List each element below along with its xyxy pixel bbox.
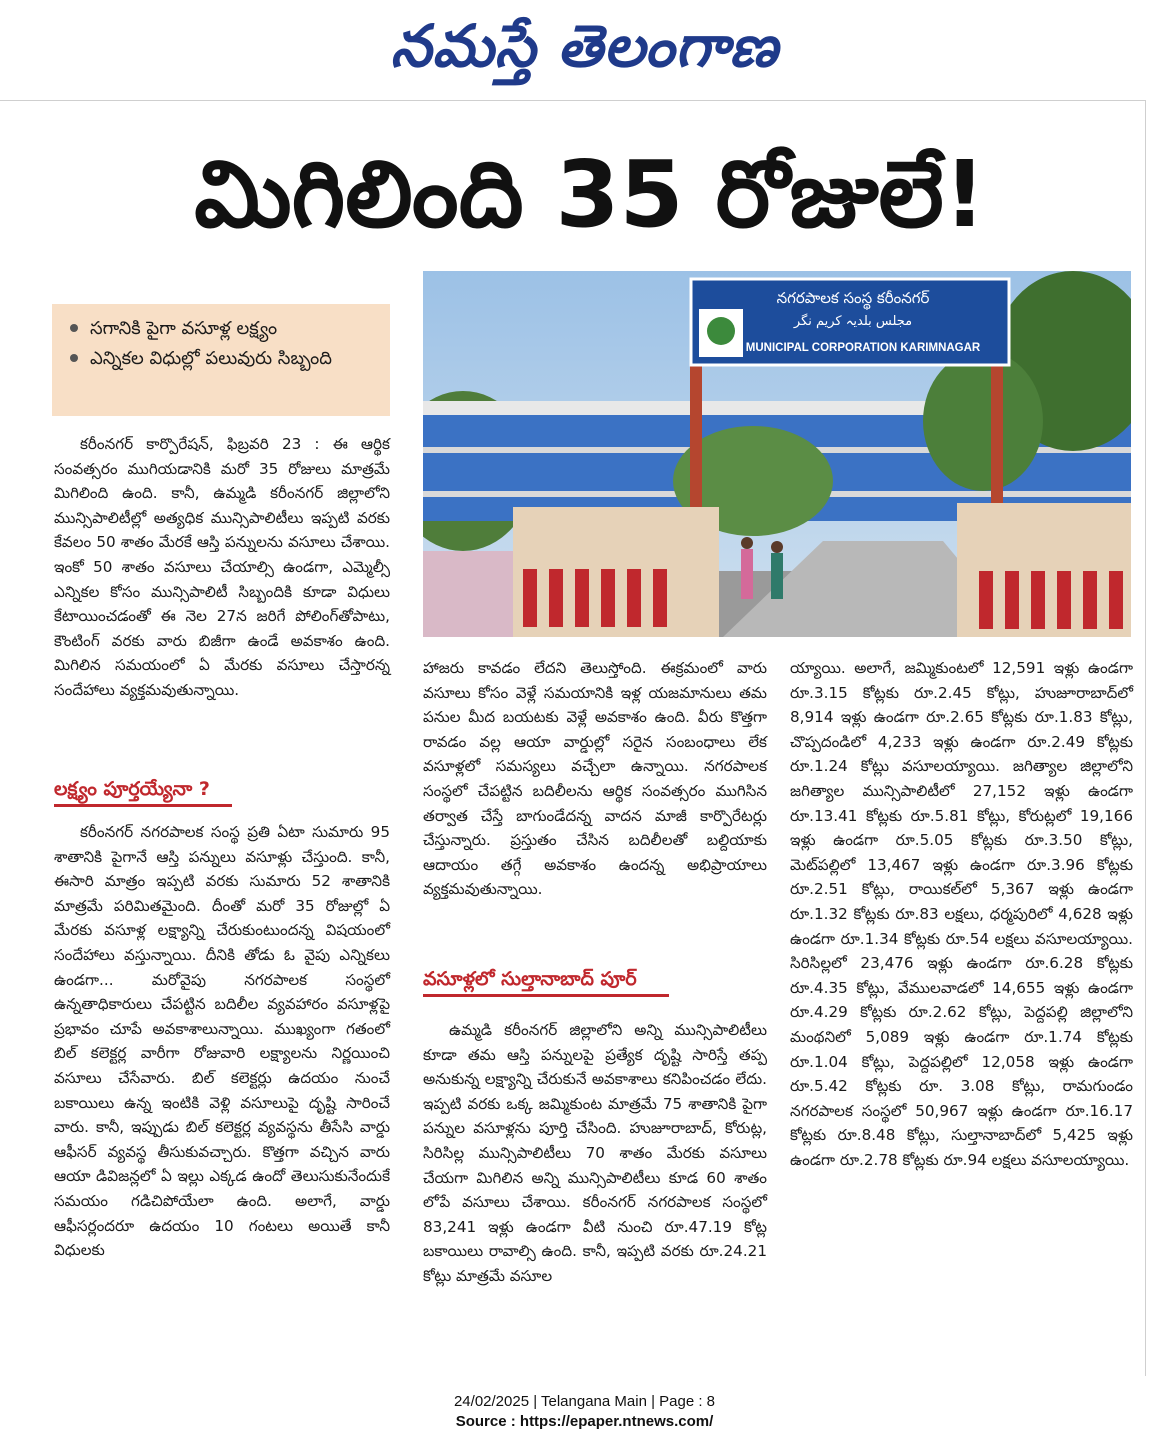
subhead-target: లక్ష్యం పూర్తయ్యేనా ?	[54, 776, 232, 807]
article-column-1-intro: కరీంనగర్ కార్పొరేషన్, ఫిబ్రవరి 23 : ఈ ఆర్థిక సంవత్సరం ముగియడానికి మరో 35 రోజులు మాత్రమే మిగిలింది ఉంది. కానీ, ఉమ్మడి కరీంనగర్ జిల్లాలోని మున్సిపాలిటీల్లో అత్యధిక మున్సిపాలిటీలు ఇప్పటి వరకు కేవలం 50 శాతం మేరకే ఆస్తి పన్నులను వసూలు చేశాయి. ఇంకో 50 శాతం వసూలు చేయాల్సి ఉండగా, ఎమ్మెల్సీ ఎన్నికల కోసం మున్సిపాలిటీ సిబ్బందికి కూడా విధులు కేటాయించడంతో ఈ నెల 27న జరిగే పోలింగ్‌తోపాటు, కౌంటింగ్ వరకు వారు బిజీగా ఉండే అవకాశం ఉంది. మిగిలిన సమయంలో ఏ మేరకు వసూలు చేస్తారన్న సందేహాలు వ్యక్తమవుతున్నాయి.	[54, 435, 390, 699]
bullet-icon	[70, 324, 78, 332]
sign-english: MUNICIPAL CORPORATION KARIMNAGAR	[745, 342, 981, 354]
headline: మిగిలింది 35 రోజులే!	[194, 141, 986, 248]
sign-telugu: నగరపాలక సంస్థ కరీంనగర్	[776, 289, 930, 307]
article-photo	[423, 271, 1131, 637]
article-column-2-body: ఉమ్మడి కరీంనగర్ జిల్లాలోని అన్ని మున్సిపాలిటీలు కూడా తమ ఆస్తి పన్నులపై ప్రత్యేక దృష్టి సారిస్తే తప్ప అనుకున్న లక్ష్యాన్ని చేరుకునే అవకాశాలు కనిపించడం లేదు. ఇప్పటి వరకు ఒక్క జమ్మికుంట మాత్రమే 75 శాతానికి పైగా పన్నుల వసూళ్లను పూర్తి చేసింది. హుజూరాబాద్, కోరుట్ల, సిరిసిల్ల మున్సిపాలిటీలు 70 శాతం మేరకు వసూలు చేయగా మిగిలిన అన్ని మున్సిపాలిటీలు కూడ 60 శాతం లోపే వసూలు చేశాయి. కరీంనగర్ నగరపాలక సంస్థలో 83,241 ఇళ్లు ఉండగా వీటి నుంచి రూ.47.19 కోట్ల బకాయిలు రావాల్సి ఉంది. కానీ, ఇప్పటి వరకు రూ.24.21 కోట్లు మాత్రమే వసూల	[423, 1021, 767, 1285]
highlight-item: ఎన్నికల విధుల్లో పలువురు సిబ్బంది	[66, 346, 378, 372]
photo-illustration	[423, 271, 1131, 637]
article-column-3: య్యాయి. అలాగే, జమ్మికుంటలో 12,591 ఇళ్లు ఉండగా రూ.3.15 కోట్లకు రూ.2.45 కోట్లు, హుజూరాబాద్‌లో 8,914 ఇళ్లు ఉండగా రూ.2.65 కోట్లకు రూ.1.83 కోట్లు, చొప్పదండిలో 4,233 ఇళ్లు ఉండగా రూ.2.49 కోట్లకు రూ.1.24 కోట్లు వసూలయ్యాయి. జగిత్యాల జిల్లాలోని జగిత్యాల మున్సిపాలిటీలో 27,152 ఇళ్లు ఉండగా రూ.13.41 కోట్లకు రూ.5.81 కోట్లు, కోరుట్లలో 19,166 ఇళ్లు ఉండగా రూ.5.05 కోట్లకు రూ.3.50 కోట్లు, మెట్‌పల్లిలో 13,467 ఇళ్లు ఉండగా రూ.3.96 కోట్లకు రూ.2.51 కోట్లు, రాయికల్‌లో 5,367 ఇళ్లు ఉండగా రూ.1.32 కోట్లకు రూ.83 లక్షలు, ధర్మపురిలో 4,628 ఇళ్లు ఉండగా రూ.1.34 కోట్లకు రూ.54 లక్షలు వసూలయ్యాయి. సిరిసిల్లలో 23,476 ఇళ్లు ఉండగా రూ.6.28 కోట్లకు రూ.4.35 కోట్లు, వేములవాడలో 14,655 ఇళ్లు ఉండగా రూ.4.29 కోట్లకు రూ.2.62 కోట్లు, పెద్దపల్లి జిల్లాలోని మంథనిలో 5,089 ఇళ్లు ఉండగా రూ.1.74 కోట్లకు రూ.1.04 కోట్లు, పెద్దపల్లిలో 12,058 ఇళ్లు ఉండగా రూ.5.42 కోట్లకు రూ. 3.08 కోట్లు, రామగుండం నగరపాలక సంస్థలో 50,967 ఇళ్లు ఉండగా రూ.16.17 కోట్లకు రూ.8.48 కోట్లు, సుల్తానాబాద్‌లో 5,425 ఇళ్లు ఉండగా రూ.2.78 కోట్లకు రూ.94 లక్షలు వసూలయ్యాయి.	[790, 659, 1133, 1169]
footer-edition-info: 24/02/2025 | Telangana Main | Page : 8	[453, 1393, 716, 1410]
masthead-logo: నమస్తే తెలంగాణ	[390, 12, 779, 80]
article-column-2-top: హాజరు కావడం లేదని తెలుస్తోంది. ఈక్రమంలో వారు వసూలు కోసం వెళ్లే సమయానికి ఇళ్ల యజమానులు తమ పనుల మీద బయటకు వెళ్లే అవకాశం ఉంది. వీరు కొత్తగా రావడం వల్ల ఆయా వార్డుల్లో సరైన సంబంధాలు లేక వసూళ్లలో సమస్యలు వచ్చేలా ఉన్నాయి. నగరపాలక సంస్థలో చేపట్టిన బదిలీలను ఆర్థిక సంవత్సరం ముగిసిన తర్వాత చేస్తే బాగుండేదన్న వాదన మాజీ కార్పొరేటర్లు చేస్తున్నారు. ప్రస్తుతం చేసిన బదిలీలతో బల్దియాకు ఆదాయం తగ్గే అవకాశం ఉందన్న అభిప్రాయాలు వ్యక్తమవుతున్నాయి.	[423, 659, 767, 899]
subhead-sultanabad: వసూళ్లలో సుల్తానాబాద్ పూర్	[423, 966, 669, 997]
article-column-1-body: కరీంనగర్ నగరపాలక సంస్థ ప్రతి ఏటా సుమారు 95 శాతానికి పైగానే ఆస్తి పన్నులు వసూళ్లు చేస్తుంది. కానీ, ఈసారి మాత్రం ఇప్పటి వరకు సుమారు 52 శాతానికి మాత్రమే పరిమితమైంది. దీంతో మరో 35 రోజుల్లో ఏ మేరకు వసూళ్ల లక్ష్యాన్ని చేరుకుంటుందన్న విషయంలో సందేహాలు వస్తున్నాయి. దీనికి తోడు ఓ వైపు ఎన్నికలు ఉండగా... మరోవైపు నగరపాలక సంస్థలో ఉన్నతాధికారులు చేపట్టిన బదిలీల వ్యవహారం వసూళ్లపై ప్రభావం చూపే అవకాశాలున్నాయి. ముఖ్యంగా గతంలో బిల్ కలెక్టర్ల వారీగా రోజువారి లక్ష్యాలను నిర్ణయించి వసూలు చేసేవారు. బిల్ కలెక్టర్లు ఉదయం నుంచే బకాయిలు ఉన్న ఇంటికి వెళ్లి వసూలుపై దృష్టి సారించే వారు. కానీ, ఇప్పుడు బిల్ కలెక్టర్ల వ్యవస్థను తీసేసి వార్డు ఆఫీసర్ వ్యవస్థ తీసుకువచ్చారు. కొత్తగా వచ్చిన వారు ఆయా డివిజన్లలో ఏ ఇల్లు ఎక్కడ ఉందో తెలుసుకునేందుకే సమయం గడిచిపోయేలా ఉంది. అలాగే, వార్డు ఆఫీసర్లందరూ ఉదయం 10 గంటలు అయితే కానీ విధులకు	[54, 823, 390, 1260]
highlights-box	[52, 304, 390, 416]
footer-source-link[interactable]: Source : https://epaper.ntnews.com/	[455, 1413, 714, 1430]
sign-urdu: مجلس بلدیہ کریم نگر	[793, 314, 913, 329]
bullet-icon	[70, 354, 78, 362]
page-footer	[0, 1392, 1169, 1432]
highlight-item: సగానికి పైగా వసూళ్ల లక్ష్యం	[66, 316, 378, 342]
